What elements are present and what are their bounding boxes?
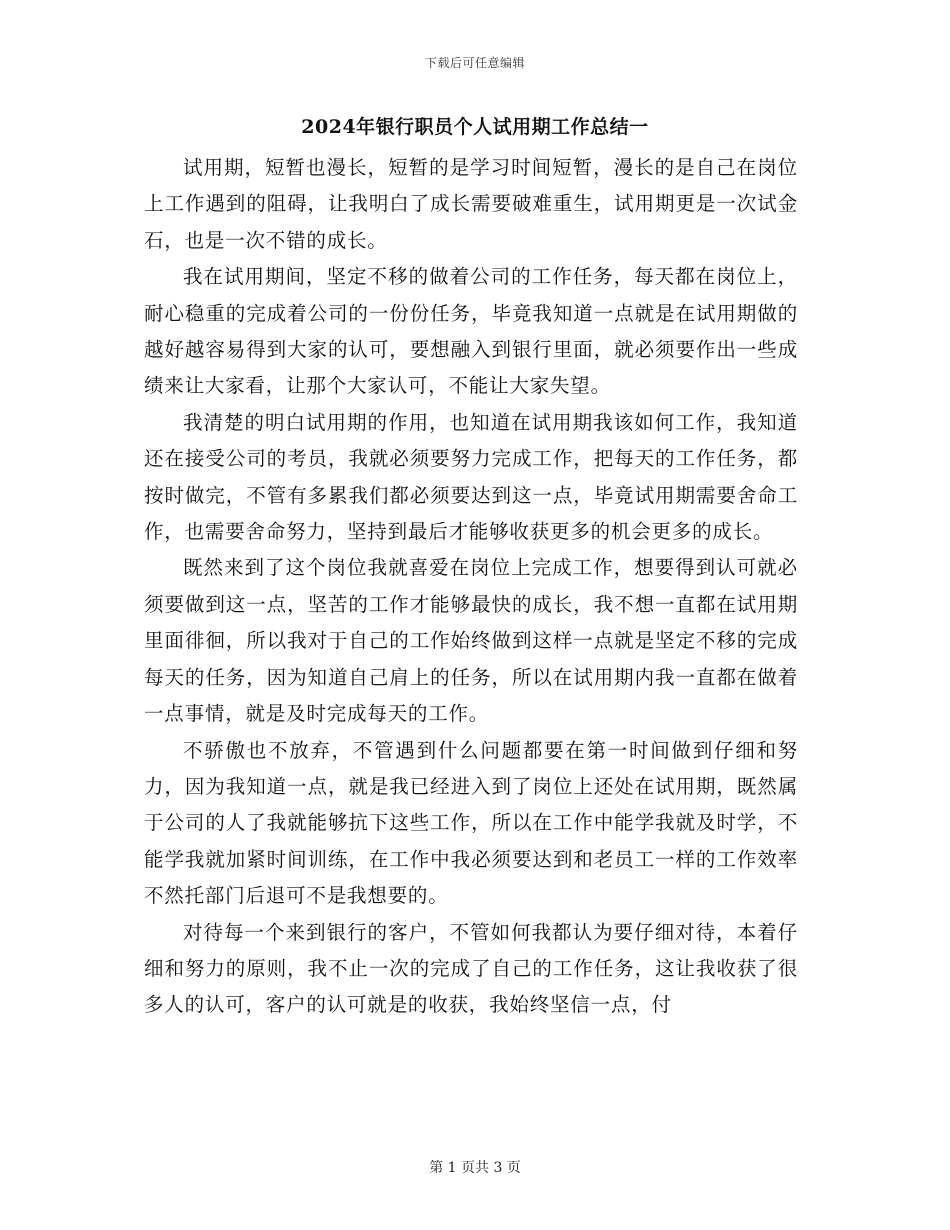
- paragraph-1: 试用期，短暂也漫长，短暂的是学习时间短暂，漫长的是自己在岗位上工作遇到的阻碍，让我明白了成长需要破难重生，试用期更是一次试金石，也是一次不错的成长。: [144, 156, 798, 252]
- paragraph-5: 不骄傲也不放弃，不管遇到什么问题都要在第一时间做到仔细和努力，因为我知道一点，就是我已经进入到了岗位上还处在试用期，既然属于公司的人了我就能够抗下这些工作，所以在工作中能学我就及时学，不能学我就加紧时间训练，在工作中我必须要达到和老员工一样的工作效率不然托部门后退可不是我想要的。: [144, 738, 798, 908]
- paragraph-3: 我清楚的明白试用期的作用，也知道在试用期我该如何工作，我知道还在接受公司的考员，我就必须要努力完成工作，把每天的工作任务，都按时做完，不管有多累我们都必须要达到这一点，毕竟试用期需要舍命工作，也需要舍命努力，坚持到最后才能够收获更多的机会更多的成长。: [144, 410, 798, 544]
- paragraph-6: 对待每一个来到银行的客户，不管如何我都认为要仔细对待，本着仔细和努力的原则，我不止一次的完成了自己的工作任务，这让我收获了很多人的认可，客户的认可就是的收获，我始终坚信一点，付: [144, 920, 798, 1017]
- paragraph-2: 我在试用期间，坚定不移的做着公司的工作任务，每天都在岗位上，耐心稳重的完成着公司的一份份任务，毕竟我知道一点就是在试用期做的越好越容易得到大家的认可，要想融入到银行里面，就必须要作出一些成绩来让大家看，让那个大家认可，不能让大家失望。: [144, 265, 798, 398]
- paragraph-4: 既然来到了这个岗位我就喜爱在岗位上完成工作，想要得到认可就必须要做到这一点，坚苦的工作才能够最快的成长，我不想一直都在试用期里面徘徊，所以我对于自己的工作始终做到这样一点就是坚定不移的完成每天的任务，因为知道自己肩上的任务，所以在试用期内我一直都在做着一点事情，就是及时完成每天的工作。: [144, 556, 798, 726]
- page-number: 第 1 页共 3 页: [429, 1160, 521, 1176]
- document-title: 2024年银行职员个人试用期工作总结一: [301, 116, 649, 138]
- document-body: [144, 150, 798, 1024]
- header-note: 下载后可任意编辑: [424, 56, 525, 70]
